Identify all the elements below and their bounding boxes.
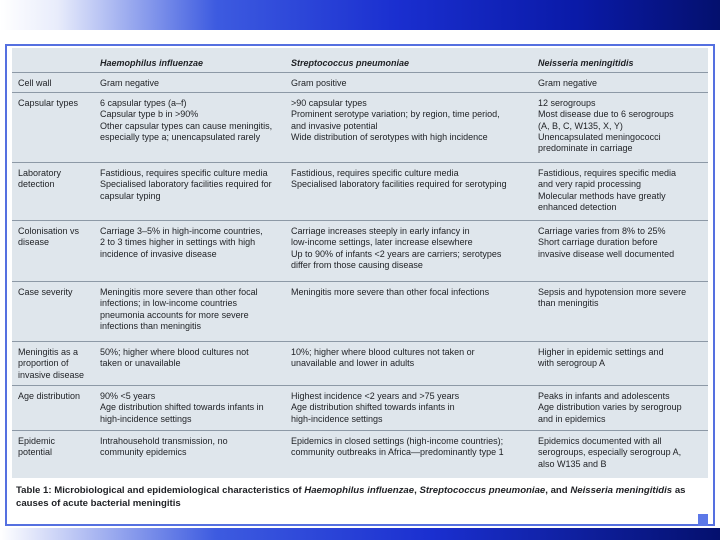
- bottom-gradient-band: [0, 528, 720, 540]
- colonisation-hib: Carriage 3–5% in high-income countries, 2 to 3 times higher in settings with high incidence of invasive disease: [100, 226, 263, 259]
- column-header-s-pneumoniae: Streptococcus pneumoniae: [291, 58, 410, 68]
- caption-organism-1: Haemophilus influenzae: [304, 485, 415, 496]
- header-rule: [12, 72, 708, 73]
- row-label-age-distribution: Age distribution: [18, 391, 81, 401]
- cell-wall-hib: Gram negative: [100, 78, 160, 88]
- row-label-epidemic-potential: Epidemic potential: [18, 436, 56, 458]
- row-label-colonisation: Colonisation vs disease: [18, 226, 80, 248]
- laboratory-detection-spn: Fastidious, requires specific culture media Specialised laboratory facilities required for serotyping: [291, 168, 507, 190]
- table-caption: [16, 485, 706, 510]
- laboratory-detection-hib: Fastidious, requires specific culture media Specialised laboratory facilities required for capsular typing: [100, 168, 272, 201]
- meningitis-proportion-men: Higher in epidemic settings and with serogroup A: [538, 347, 664, 369]
- row-rule: [12, 162, 708, 163]
- caption-text-2: as causes of acute bacterial meningitis: [16, 485, 686, 509]
- row-rule: [12, 430, 708, 431]
- capsular-types-men: 12 serogroups Most disease due to 6 serogroups (A, B, C, W135, X, Y) Unencapsulated meningococci predominate in carriage: [538, 98, 674, 154]
- row-label-meningitis-proportion: Meningitis as a proportion of invasive disease: [18, 347, 85, 380]
- caption-label: Table 1:: [16, 485, 52, 496]
- caption-separator-1: ,: [414, 485, 417, 496]
- caption-organism-2: Streptococcus pneumoniae: [419, 485, 546, 496]
- case-severity-hib: Meningitis more severe than other focal infections; in low-income countries pneumonia accounts for more severe infections than meningitis: [100, 287, 258, 331]
- row-rule: [12, 281, 708, 282]
- age-distribution-spn: Highest incidence <2 years and >75 years Age distribution shifted towards infants in high-incidence settings: [291, 391, 460, 424]
- case-severity-men: Sepsis and hypotension more severe than meningitis: [538, 287, 687, 309]
- colonisation-spn: Carriage increases steeply in early infancy in low-income settings, later increase elsewhere Up to 90% of infants <2 years are carriers; serotypes differ from those causing disease: [291, 226, 502, 270]
- caption-text-1: Microbiological and epidemiological characteristics of: [54, 485, 302, 496]
- colonisation-men: Carriage varies from 8% to 25% Short carriage duration before invasive disease well documented: [538, 226, 675, 259]
- row-rule: [12, 220, 708, 221]
- laboratory-detection-men: Fastidious, requires specific media and very rapid processing Molecular methods have greatly enhanced detection: [538, 168, 677, 212]
- row-label-capsular-types: Capsular types: [18, 98, 79, 108]
- corner-accent: [698, 514, 708, 526]
- row-rule: [12, 92, 708, 93]
- characteristics-table: [12, 48, 708, 478]
- age-distribution-men: Peaks in infants and adolescents Age distribution varies by serogroup and in epidemics: [538, 391, 682, 424]
- caption-organism-3: Neisseria meningitidis: [570, 485, 673, 496]
- case-severity-spn: Meningitis more severe than other focal infections: [291, 287, 490, 297]
- row-label-laboratory-detection: Laboratory detection: [18, 168, 62, 190]
- column-header-h-influenzae: Haemophilus influenzae: [100, 58, 204, 68]
- epidemic-potential-spn: Epidemics in closed settings (high-income countries); community outbreaks in Africa—predominantly type 1: [291, 436, 504, 458]
- cell-wall-spn: Gram positive: [291, 78, 347, 88]
- row-label-case-severity: Case severity: [18, 287, 73, 297]
- capsular-types-spn: >90 capsular types Prominent serotype variation; by region, time period, and invasive potential Wide distribution of serotypes with high incidence: [291, 98, 500, 142]
- caption-separator-2: , and: [545, 485, 568, 496]
- top-gradient-band: [0, 0, 720, 30]
- meningitis-proportion-spn: 10%; higher where blood cultures not taken or unavailable and lower in adults: [291, 347, 475, 369]
- epidemic-potential-men: Epidemics documented with all serogroups, especially serogroup A, also W135 and B: [538, 436, 682, 469]
- row-label-cell-wall: Cell wall: [18, 78, 52, 88]
- cell-wall-men: Gram negative: [538, 78, 598, 88]
- capsular-types-hib: 6 capsular types (a–f) Capsular type b in >90% Other capsular types can cause meningitis, especially type a; unencapsulated rarely: [100, 98, 273, 142]
- meningitis-proportion-hib: 50%; higher where blood cultures not taken or unavailable: [100, 347, 249, 369]
- row-rule: [12, 341, 708, 342]
- epidemic-potential-hib: Intrahousehold transmission, no community epidemics: [100, 436, 228, 458]
- row-rule: [12, 385, 708, 386]
- age-distribution-hib: 90% <5 years Age distribution shifted towards infants in high-incidence settings: [100, 391, 264, 424]
- column-header-n-meningitidis: Neisseria meningitidis: [538, 58, 634, 68]
